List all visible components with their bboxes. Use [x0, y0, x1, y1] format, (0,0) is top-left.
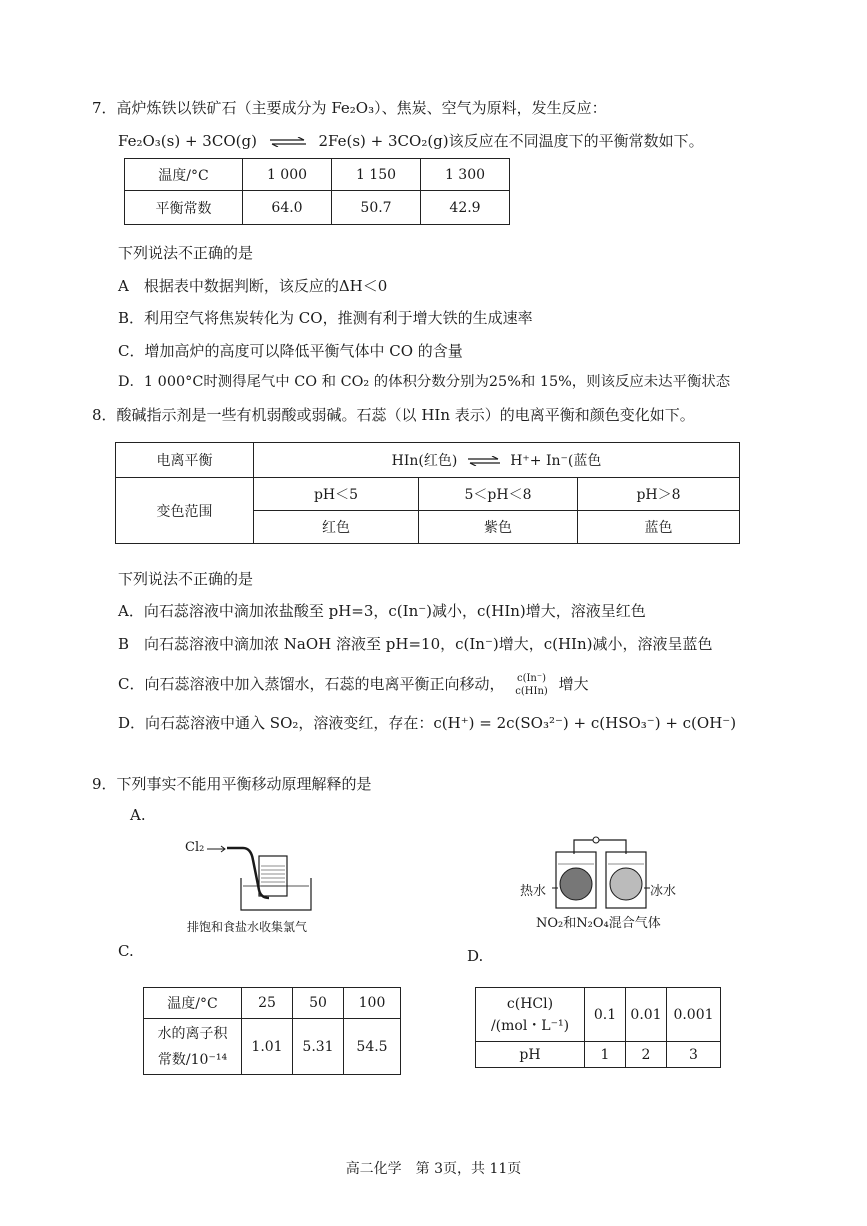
- table-c-row-label: 水的离子积常数/10⁻¹⁴: [144, 1019, 242, 1075]
- fraction-numerator: c(In⁻): [516, 673, 547, 684]
- page-footer: 高二化学 第 3页，共 11页: [345, 1161, 522, 1177]
- q7-table-cell: 42.9: [421, 191, 510, 225]
- q8-table: [115, 442, 740, 544]
- figure-a-caption: 排饱和食盐水收集氯气: [187, 920, 308, 934]
- q9-figure-b: [520, 832, 677, 932]
- q9-label-d: D.: [467, 947, 484, 965]
- q7-question: 下列说法不正确的是: [118, 244, 254, 262]
- no2-equilibrium-apparatus-icon: [522, 832, 672, 912]
- table-c-value: 5.31: [293, 1019, 344, 1075]
- equilibrium-arrow-icon: [466, 456, 502, 466]
- table-d-header: 0.01: [626, 988, 667, 1042]
- q9-label-c: C.: [118, 942, 134, 960]
- q8-equilibrium-cell: [254, 443, 740, 478]
- q7-equation-right: 2Fe(s) + 3CO₂(g): [318, 132, 449, 150]
- q7-table-cell: 温度/°C: [125, 159, 243, 191]
- table-c-header: 25: [242, 988, 293, 1019]
- q7-option-a: A 根据表中数据判断，该反应的ΔH＜0: [118, 277, 388, 295]
- q7-table-cell: 64.0: [243, 191, 332, 225]
- q8-stem: 8．酸碱指示剂是一些有机弱酸或弱碱。石蕊（以 HIn 表示）的电离平衡和颜色变化如下。: [92, 406, 695, 424]
- table-d-value: 3: [667, 1042, 721, 1068]
- table-d-header: 0.001: [667, 988, 721, 1042]
- table-d-value: 2: [626, 1042, 667, 1068]
- q9-table-c: [143, 987, 401, 1075]
- q8-range-cell: 5＜pH＜8: [419, 478, 578, 511]
- q8-option-c: [118, 667, 589, 701]
- q8-option-c-text: C．向石蕊溶液中加入蒸馏水，石蕊的电离平衡正向移动，: [118, 675, 505, 693]
- q7-table-cell: 1 150: [332, 159, 421, 191]
- q7-option-c: C．增加高炉的高度可以降低平衡气体中 CO 的含量: [118, 342, 463, 360]
- equilibrium-arrow-icon: [268, 137, 308, 147]
- table-c-header: 100: [344, 988, 401, 1019]
- figure-b-cold-label: 冰水: [650, 884, 677, 899]
- q7-table-cell: 平衡常数: [125, 191, 243, 225]
- table-c-header: 温度/°C: [144, 988, 242, 1019]
- q8-eq-left: HIn(红色): [391, 453, 458, 469]
- figure-b-caption: NO₂和N₂O₄混合气体: [536, 916, 661, 931]
- table-d-header-label: [476, 988, 585, 1042]
- table-d-header-label-line1: c(HCl): [506, 995, 554, 1012]
- table-c-header: 50: [293, 988, 344, 1019]
- q8-color-cell: 蓝色: [578, 511, 740, 544]
- q8-option-a: A．向石蕊溶液中滴加浓盐酸至 pH=3，c(In⁻)减小，c(HIn)增大，溶液呈红色: [118, 602, 646, 620]
- q8-option-c-fraction: [515, 672, 548, 698]
- q7-stem: 7．高炉炼铁以铁矿石（主要成分为 Fe₂O₃）、焦炭、空气为原料，发生反应：: [92, 99, 607, 117]
- q8-range-cell: pH＞8: [578, 478, 740, 511]
- q7-equation-left: Fe₂O₃(s) + 3CO(g): [118, 132, 257, 150]
- q8-color-cell: 紫色: [419, 511, 578, 544]
- q8-label-equilibrium: 电离平衡: [116, 443, 254, 478]
- q8-question: 下列说法不正确的是: [118, 570, 254, 588]
- q7-table-cell: 1 300: [421, 159, 510, 191]
- q7-option-d: D．1 000°C时测得尾气中 CO 和 CO₂ 的体积分数分别为25%和 15%，则该反应未达平衡状态: [118, 374, 731, 390]
- figure-a-gas-label: Cl₂: [185, 840, 205, 855]
- q7-table-cell: 1 000: [243, 159, 332, 191]
- q7-table: [124, 158, 510, 225]
- table-c-value: 54.5: [344, 1019, 401, 1075]
- table-c-value: 1.01: [242, 1019, 293, 1075]
- table-d-row-label: pH: [476, 1042, 585, 1068]
- q7-table-cell: 50.7: [332, 191, 421, 225]
- q7-equation-tail: 该反应在不同温度下的平衡常数如下。: [448, 132, 704, 150]
- table-d-value: 1: [585, 1042, 626, 1068]
- table-d-header-label-line2: /(mol・L⁻¹): [490, 1017, 570, 1034]
- q7-equation: [118, 131, 704, 151]
- q9-label-a: A.: [130, 806, 146, 824]
- q8-eq-right: H⁺+ In⁻(蓝色: [510, 453, 602, 469]
- q9-figure-a: [185, 840, 345, 935]
- q9-stem: 9．下列事实不能用平衡移动原理解释的是: [92, 775, 372, 793]
- q8-range-cell: pH＜5: [254, 478, 419, 511]
- figure-b-hot-label: 热水: [520, 884, 547, 899]
- q8-color-cell: 红色: [254, 511, 419, 544]
- q9-table-d: [475, 987, 721, 1068]
- q8-label-range: 变色范围: [116, 478, 254, 544]
- q8-option-d: D．向石蕊溶液中通入 SO₂，溶液变红，存在：c(H⁺) = 2c(SO₃²⁻) + c(HSO₃⁻) + c(OH⁻): [118, 714, 737, 732]
- q7-option-b: B．利用空气将焦炭转化为 CO，推测有利于增大铁的生成速率: [118, 309, 533, 327]
- gas-collection-apparatus-icon: [185, 840, 345, 915]
- table-d-header: 0.1: [585, 988, 626, 1042]
- fraction-denominator: c(HIn): [515, 686, 548, 697]
- q8-option-c-tail: 增大: [558, 675, 589, 693]
- q8-option-b: B 向石蕊溶液中滴加浓 NaOH 溶液至 pH=10，c(In⁻)增大，c(HIn)减小，溶液呈蓝色: [118, 635, 713, 653]
